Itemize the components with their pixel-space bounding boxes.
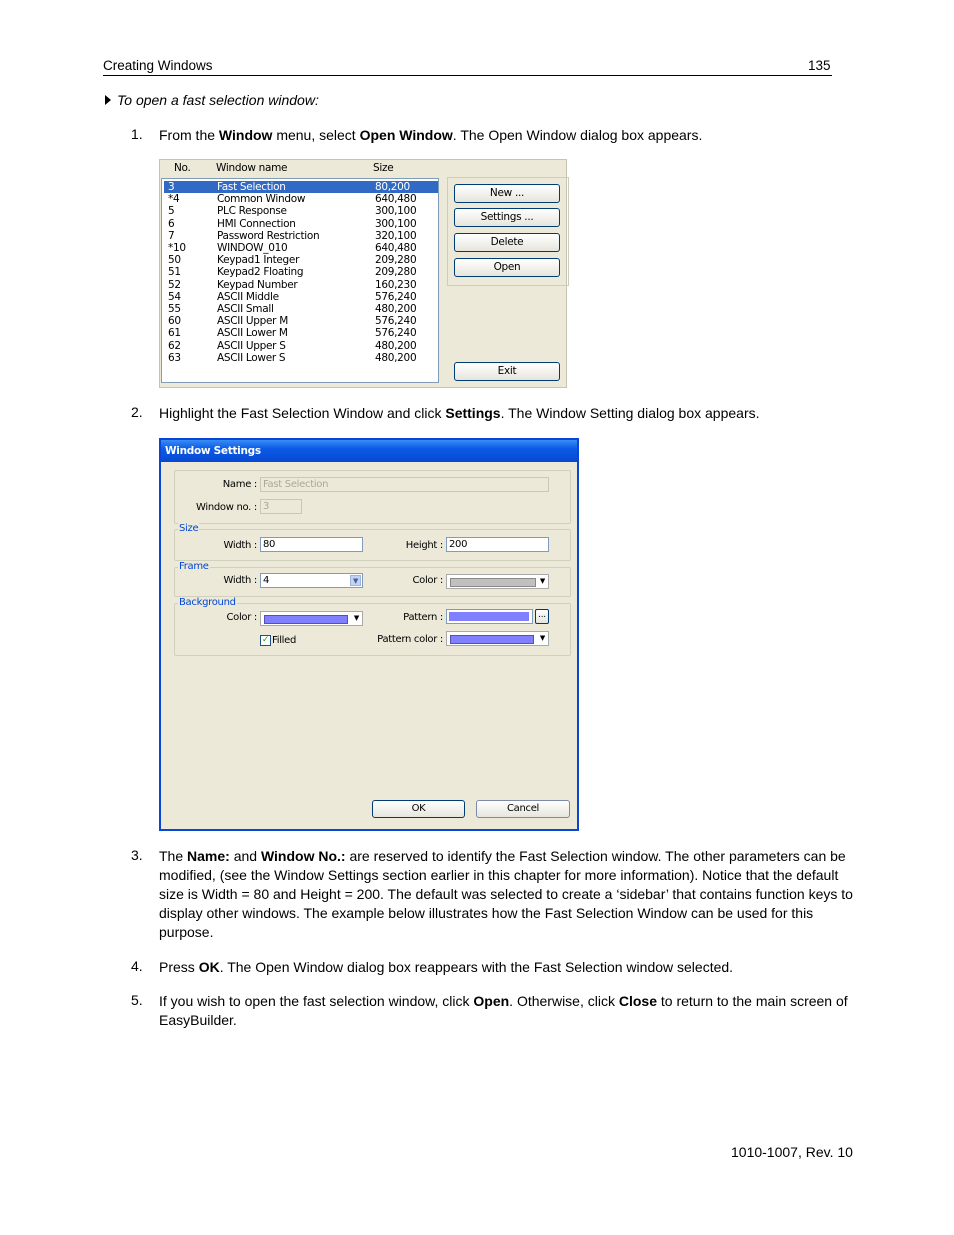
list-item[interactable]	[164, 242, 438, 254]
list-item[interactable]	[164, 315, 438, 327]
delete-button[interactable]: Delete	[454, 233, 560, 252]
window-number: *4	[168, 193, 180, 206]
column-header-no[interactable]: No.	[174, 162, 191, 174]
window-number: 55	[168, 303, 181, 315]
name-field[interactable]: Fast Selection	[260, 477, 549, 492]
window-name: ASCII Middle	[217, 290, 279, 303]
width-label: Width :	[223, 540, 257, 551]
step-1-text: From the Window menu, select Open Window. The Open Window dialog box appears.	[159, 127, 703, 143]
column-header-window-name[interactable]: Window name	[216, 162, 288, 174]
step-5-text: If you wish to open the fast selection window, click Open. Otherwise, click Close to return to the main screen of EasyBuilder.	[159, 993, 848, 1028]
dropdown-arrow-icon: ▼	[539, 634, 545, 642]
window-size: 209,280	[375, 254, 417, 267]
list-item[interactable]	[164, 254, 438, 266]
step-number: 2.	[131, 404, 143, 420]
window-name: ASCII Small	[217, 303, 274, 315]
dropdown-arrow-icon: ▼	[539, 577, 545, 585]
window-size: 480,200	[375, 303, 417, 315]
window-name: ASCII Lower M	[217, 327, 288, 340]
window-name: ASCII Upper S	[217, 339, 286, 352]
height-input[interactable]: 200	[446, 537, 549, 552]
procedure-heading	[105, 92, 319, 108]
window-size: 80,200	[375, 181, 410, 193]
step-4-text: Press OK. The Open Window dialog box reappears with the Fast Selection window selected.	[159, 959, 734, 975]
window-number: 3	[168, 181, 175, 193]
window-number: 7	[168, 229, 175, 242]
header-rule	[103, 75, 832, 76]
list-item[interactable]	[164, 279, 438, 291]
background-group-label: Background	[179, 597, 236, 608]
window-no-label: Window no. :	[195, 502, 257, 513]
header-section-title: Creating Windows	[103, 58, 213, 73]
chevron-down-icon: ▼	[350, 575, 361, 586]
frame-group-label: Frame	[179, 561, 209, 572]
window-name: PLC Response	[217, 205, 287, 218]
frame-color-label: Color :	[412, 575, 443, 586]
column-header-size[interactable]: Size	[373, 162, 394, 174]
window-name: HMI Connection	[217, 217, 296, 230]
exit-button[interactable]: Exit	[454, 362, 560, 381]
list-item[interactable]	[164, 291, 438, 303]
step-number: 4.	[131, 958, 143, 974]
window-size: 576,240	[375, 327, 417, 340]
ok-button[interactable]: OK	[372, 800, 465, 818]
step-number: 3.	[131, 847, 143, 863]
pattern-color-swatch	[450, 635, 534, 644]
window-number: 50	[168, 254, 181, 267]
list-item[interactable]	[164, 352, 438, 364]
filled-label: Filled	[272, 635, 297, 646]
window-number: 62	[168, 339, 181, 352]
window-number: 60	[168, 315, 181, 328]
triangle-bullet-icon	[105, 95, 111, 105]
bg-color-swatch	[264, 615, 348, 624]
window-name: Password Restriction	[217, 229, 320, 242]
pattern-swatch	[449, 612, 529, 621]
window-settings-dialog	[159, 438, 579, 831]
pattern-browse-button[interactable]: ...	[535, 609, 549, 624]
window-number: 54	[168, 290, 181, 303]
window-name: Fast Selection	[217, 181, 286, 193]
window-number: 51	[168, 266, 181, 279]
window-number: 6	[168, 217, 175, 230]
filled-checkbox[interactable]: ✓	[261, 635, 270, 645]
frame-color-swatch	[450, 578, 536, 587]
dialog-title-bar[interactable]: Window Settings	[161, 440, 577, 462]
pattern-label: Pattern :	[403, 612, 443, 623]
width-input[interactable]: 80	[260, 537, 363, 552]
window-number: 63	[168, 351, 181, 364]
window-size: 480,200	[375, 351, 417, 364]
window-name: Common Window	[217, 193, 306, 206]
window-name: Keypad1 Integer	[217, 254, 300, 267]
open-button[interactable]: Open	[454, 258, 560, 277]
list-item[interactable]	[164, 230, 438, 242]
bg-color-picker[interactable]	[260, 611, 363, 626]
list-item[interactable]	[164, 340, 438, 352]
open-window-dialog	[159, 159, 567, 388]
window-size: 320,100	[375, 229, 417, 242]
list-item[interactable]	[164, 205, 438, 217]
step-2-text: Highlight the Fast Selection Window and click Settings. The Window Setting dialog box appears.	[159, 405, 760, 421]
window-name: ASCII Lower S	[217, 351, 286, 364]
list-item[interactable]	[164, 327, 438, 339]
cancel-button[interactable]: Cancel	[476, 800, 570, 818]
height-label: Height :	[405, 540, 443, 551]
step-3-text: The Name: and Window No.: are reserved to identify the Fast Selection window. The other parameters can be modified, (see the Window Settings section earlier in this chapter for more information). Notice that the default size is Width = 80 and Height = 200. The default was selected to create a ‘sidebar’ that contains function keys to display other windows. The example below illustrates how the Fast Selection Window can be used for this purpose.	[159, 848, 853, 940]
bg-color-label: Color :	[226, 612, 257, 623]
window-size: 300,100	[375, 217, 417, 230]
list-item[interactable]	[164, 266, 438, 278]
window-number: 61	[168, 327, 181, 340]
frame-width-select[interactable]	[260, 573, 363, 588]
procedure-title: To open a fast selection window:	[117, 92, 319, 108]
frame-color-picker[interactable]	[446, 574, 549, 589]
window-size: 480,200	[375, 339, 417, 352]
footer-doc-id: 1010-1007, Rev. 10	[731, 1144, 853, 1160]
window-number: 52	[168, 278, 181, 291]
window-number: *10	[168, 242, 186, 254]
size-group-label: Size	[179, 523, 199, 534]
list-item[interactable]	[164, 181, 438, 193]
window-name: Keypad Number	[217, 278, 298, 291]
window-size: 576,240	[375, 290, 417, 303]
window-name: ASCII Upper M	[217, 315, 288, 328]
settings-button[interactable]: Settings ...	[454, 208, 560, 227]
window-size: 640,480	[375, 242, 417, 254]
window-number: 5	[168, 205, 175, 218]
dropdown-arrow-icon: ▼	[353, 614, 359, 622]
header-page-number: 135	[808, 58, 831, 73]
window-size: 300,100	[375, 205, 417, 218]
window-list[interactable]	[161, 178, 439, 383]
window-name: WINDOW_010	[217, 242, 288, 254]
window-size: 160,230	[375, 278, 417, 291]
window-name: Keypad2 Floating	[217, 266, 304, 279]
list-item[interactable]	[164, 303, 438, 315]
step-number: 5.	[131, 992, 143, 1008]
step-number: 1.	[131, 126, 143, 142]
window-size: 576,240	[375, 315, 417, 328]
frame-width-label: Width :	[223, 575, 257, 586]
window-no-field[interactable]: 3	[260, 499, 302, 514]
frame-width-value: 4	[263, 575, 270, 586]
name-label: Name :	[222, 479, 257, 490]
window-size: 209,280	[375, 266, 417, 279]
pattern-color-label: Pattern color :	[377, 634, 443, 645]
pattern-color-picker[interactable]	[446, 631, 549, 646]
list-item[interactable]	[164, 193, 438, 205]
new-button[interactable]: New ...	[454, 184, 560, 203]
list-item[interactable]	[164, 218, 438, 230]
pattern-display[interactable]	[446, 609, 533, 624]
window-size: 640,480	[375, 193, 417, 206]
